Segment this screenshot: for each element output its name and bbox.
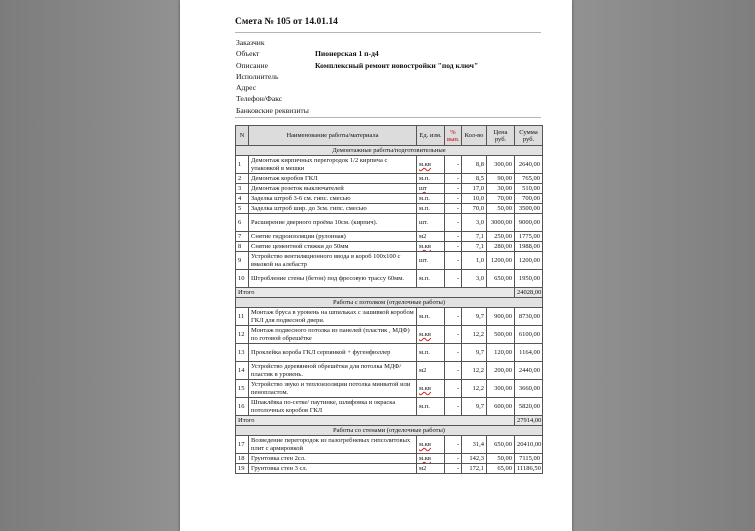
row-sum: 1164,00 [515, 344, 543, 362]
row-sum: 8730,00 [515, 308, 543, 326]
row-number: 9 [236, 252, 249, 270]
row-sum: 3660,00 [515, 380, 543, 398]
row-name: Штробление стены (бетон) под фресовую трассу 60мм. [249, 270, 417, 288]
row-unit: м2 [417, 362, 445, 380]
row-percent: - [445, 252, 462, 270]
row-name: Возведение перегородок из пазогребневых гипсолитовых плит с армировкой [249, 436, 417, 454]
row-percent: - [445, 362, 462, 380]
row-price: 280,00 [487, 242, 515, 252]
row-number: 17 [236, 436, 249, 454]
table-row [236, 398, 543, 416]
row-name: Демонтаж коробов ГКЛ [249, 174, 417, 184]
row-percent: - [445, 398, 462, 416]
row-name: Устройство деревянной обрешётки для потолка МДФ/ пластик в уровень. [249, 362, 417, 380]
row-percent: - [445, 270, 462, 288]
row-name: Грунтовка стен 3 сл. [249, 464, 417, 474]
table-row [236, 344, 543, 362]
row-number: 15 [236, 380, 249, 398]
row-number: 18 [236, 454, 249, 464]
table-row [236, 232, 543, 242]
row-unit: м2 [417, 232, 445, 242]
row-percent: - [445, 174, 462, 184]
meta-label: Исполнитель [236, 71, 279, 81]
row-sum: 11186,50 [515, 464, 543, 474]
row-unit: м.кв [417, 156, 445, 174]
total-value: 27914,00 [515, 416, 543, 426]
table-row [236, 326, 543, 344]
row-price: 600,00 [487, 398, 515, 416]
meta-row [236, 48, 536, 59]
meta-label: Банковские реквизиты [236, 105, 309, 115]
row-unit: м.п. [417, 344, 445, 362]
row-qty: 70,0 [462, 204, 487, 214]
table-row [236, 464, 543, 474]
row-percent: - [445, 156, 462, 174]
row-qty: 172,1 [462, 464, 487, 474]
table-row [236, 214, 543, 232]
row-sum: 3500,00 [515, 204, 543, 214]
row-number: 1 [236, 156, 249, 174]
table-row [236, 184, 543, 194]
row-unit: м.п. [417, 204, 445, 214]
row-number: 5 [236, 204, 249, 214]
section-title: Демонтажные работы/подготовительные [236, 146, 543, 156]
row-unit: м.кв [417, 242, 445, 252]
meta-row [236, 37, 536, 48]
estimate-title: Смета № 105 от 14.01.14 [235, 17, 338, 27]
row-qty: 17,0 [462, 184, 487, 194]
row-name: Монтаж бруса в уровень на шпильках с зашивкой коробом ГКЛ для подвесной двери. [249, 308, 417, 326]
row-name: Снятие гидроизоляции (рулонная) [249, 232, 417, 242]
row-unit: м.кв [417, 380, 445, 398]
row-qty: 12,2 [462, 362, 487, 380]
table-row [236, 454, 543, 464]
col-header-unit: Ед. изм. [417, 126, 445, 146]
meta-row [236, 93, 536, 104]
estimate-meta [236, 37, 536, 116]
table-header-row [236, 126, 543, 146]
row-qty: 8,8 [462, 156, 487, 174]
row-price: 3000,00 [487, 214, 515, 232]
meta-row [236, 60, 536, 71]
row-number: 2 [236, 174, 249, 184]
row-price: 200,00 [487, 362, 515, 380]
row-name: Заделка штроб 3-6 см. гипс. смесью [249, 194, 417, 204]
row-price: 250,00 [487, 232, 515, 242]
meta-row [236, 71, 536, 82]
row-price: 650,00 [487, 436, 515, 454]
row-unit: м.п. [417, 174, 445, 184]
row-price: 90,00 [487, 174, 515, 184]
row-percent: - [445, 464, 462, 474]
row-name: Проклейка короба ГКЛ серпянкой + фугенфюллер [249, 344, 417, 362]
table-row [236, 270, 543, 288]
row-percent: - [445, 184, 462, 194]
table-row [236, 380, 543, 398]
section-title: Работы со стенами (отделочные работы) [236, 426, 543, 436]
row-sum: 2640,00 [515, 156, 543, 174]
meta-label: Объект [236, 49, 260, 59]
section-total-row [236, 416, 543, 426]
col-header-name: Наименование работы/материала [249, 126, 417, 146]
row-sum: 765,00 [515, 174, 543, 184]
row-name: Монтаж подвесного потолка из панелей (пластик , МДФ) по готовой обрешётке [249, 326, 417, 344]
document-page [180, 0, 572, 531]
row-qty: 142,3 [462, 454, 487, 464]
row-sum: 20410,00 [515, 436, 543, 454]
total-label: Итого [236, 288, 515, 298]
table-row [236, 204, 543, 214]
row-qty: 7,1 [462, 242, 487, 252]
row-number: 11 [236, 308, 249, 326]
meta-label: Телефон/Факс [236, 94, 283, 104]
meta-divider [235, 117, 541, 118]
row-number: 10 [236, 270, 249, 288]
row-percent: - [445, 436, 462, 454]
row-unit: м.кв [417, 454, 445, 464]
col-header-no: N [236, 126, 249, 146]
row-unit: м.кв [417, 326, 445, 344]
table-row [236, 242, 543, 252]
row-number: 3 [236, 184, 249, 194]
row-sum: 7115,00 [515, 454, 543, 464]
table-row [236, 308, 543, 326]
total-label: Итого [236, 416, 515, 426]
row-qty: 12,2 [462, 380, 487, 398]
row-name: Шпаклёвка по-сетке/ паутинке, шлифовка и окраска потолочных коробов ГКЛ [249, 398, 417, 416]
section-header-row [236, 426, 543, 436]
row-name: Заделка штроб шир. до 3см. гипс. смесью [249, 204, 417, 214]
row-price: 120,00 [487, 344, 515, 362]
row-qty: 12,2 [462, 326, 487, 344]
row-sum: 6100,00 [515, 326, 543, 344]
row-percent: - [445, 308, 462, 326]
row-number: 4 [236, 194, 249, 204]
row-price: 650,00 [487, 270, 515, 288]
row-name: Демонтаж кирпичных перегородок 1/2 кирпича с упаковкой в мешки [249, 156, 417, 174]
row-number: 6 [236, 214, 249, 232]
row-unit: шт. [417, 214, 445, 232]
row-sum: 1988,00 [515, 242, 543, 252]
col-header-percent: % вып. [445, 126, 462, 146]
row-price: 70,00 [487, 194, 515, 204]
table-row [236, 362, 543, 380]
meta-label: Описание [236, 60, 268, 70]
row-qty: 3,0 [462, 214, 487, 232]
col-header-qty: Кол-во [462, 126, 487, 146]
row-unit: м.п. [417, 194, 445, 204]
row-qty: 1,0 [462, 252, 487, 270]
row-number: 12 [236, 326, 249, 344]
col-header-price: Цена руб. [487, 126, 515, 146]
row-sum: 1775,00 [515, 232, 543, 242]
left-canvas-background [0, 0, 180, 531]
section-title: Работы с потолком (отделочные работы) [236, 298, 543, 308]
row-name: Устройство вентиляционного ввода в короб 100х100 с вмазкой на алебастр [249, 252, 417, 270]
row-qty: 9,7 [462, 308, 487, 326]
row-number: 16 [236, 398, 249, 416]
meta-value: Комплексный ремонт новостройки "под ключ" [315, 60, 479, 70]
row-qty: 3,0 [462, 270, 487, 288]
row-sum: 2440,00 [515, 362, 543, 380]
row-qty: 31,4 [462, 436, 487, 454]
row-number: 19 [236, 464, 249, 474]
row-unit: м.п. [417, 308, 445, 326]
row-qty: 10,0 [462, 194, 487, 204]
row-percent: - [445, 194, 462, 204]
right-canvas-background [572, 0, 755, 531]
row-price: 65,00 [487, 464, 515, 474]
row-price: 1200,00 [487, 252, 515, 270]
section-header-row [236, 146, 543, 156]
row-price: 50,00 [487, 204, 515, 214]
row-percent: - [445, 344, 462, 362]
row-percent: - [445, 204, 462, 214]
table-row [236, 194, 543, 204]
row-sum: 700,00 [515, 194, 543, 204]
row-name: Устройство звуко и теплоизоляции потолка минватой или пеноплaстом. [249, 380, 417, 398]
table-row [236, 174, 543, 184]
row-unit: м.п. [417, 270, 445, 288]
row-sum: 9000,00 [515, 214, 543, 232]
row-name: Грунтовка стен 2сл. [249, 454, 417, 464]
section-header-row [236, 298, 543, 308]
table-row [236, 156, 543, 174]
row-percent: - [445, 232, 462, 242]
title-divider [235, 32, 541, 33]
row-price: 50,00 [487, 454, 515, 464]
meta-label: Заказчик [236, 38, 265, 47]
row-price: 300,00 [487, 156, 515, 174]
row-percent: - [445, 242, 462, 252]
row-unit: шт [417, 184, 445, 194]
row-sum: 1200,00 [515, 252, 543, 270]
col-header-sum: Сумма руб. [515, 126, 543, 146]
table-row [236, 436, 543, 454]
meta-value: Пионерская 1 п-д4 [315, 49, 379, 59]
row-qty: 9,7 [462, 344, 487, 362]
row-sum: 1950,00 [515, 270, 543, 288]
row-number: 7 [236, 232, 249, 242]
row-price: 900,00 [487, 308, 515, 326]
row-sum: 510,00 [515, 184, 543, 194]
row-unit: шт. [417, 252, 445, 270]
meta-row [236, 82, 536, 93]
row-qty: 9,7 [462, 398, 487, 416]
row-unit: м.кв [417, 436, 445, 454]
row-number: 14 [236, 362, 249, 380]
row-price: 500,00 [487, 326, 515, 344]
row-name: Расширение дверного проёма 10см. (кирпич). [249, 214, 417, 232]
row-sum: 5820,00 [515, 398, 543, 416]
row-name: Демонтаж розеток выключателей [249, 184, 417, 194]
section-total-row [236, 288, 543, 298]
row-unit: м.п. [417, 398, 445, 416]
row-percent: - [445, 380, 462, 398]
meta-row [236, 105, 536, 116]
row-qty: 8,5 [462, 174, 487, 184]
table-row [236, 252, 543, 270]
row-qty: 7,1 [462, 232, 487, 242]
row-percent: - [445, 214, 462, 232]
row-number: 8 [236, 242, 249, 252]
estimate-table [235, 125, 543, 474]
row-percent: - [445, 454, 462, 464]
row-name: Снятие цементной стяжки до 50мм [249, 242, 417, 252]
row-percent: - [445, 326, 462, 344]
row-price: 30,00 [487, 184, 515, 194]
meta-label: Адрес [236, 83, 257, 93]
row-number: 13 [236, 344, 249, 362]
row-unit: м2 [417, 464, 445, 474]
row-price: 300,00 [487, 380, 515, 398]
total-value: 24028,00 [515, 288, 543, 298]
